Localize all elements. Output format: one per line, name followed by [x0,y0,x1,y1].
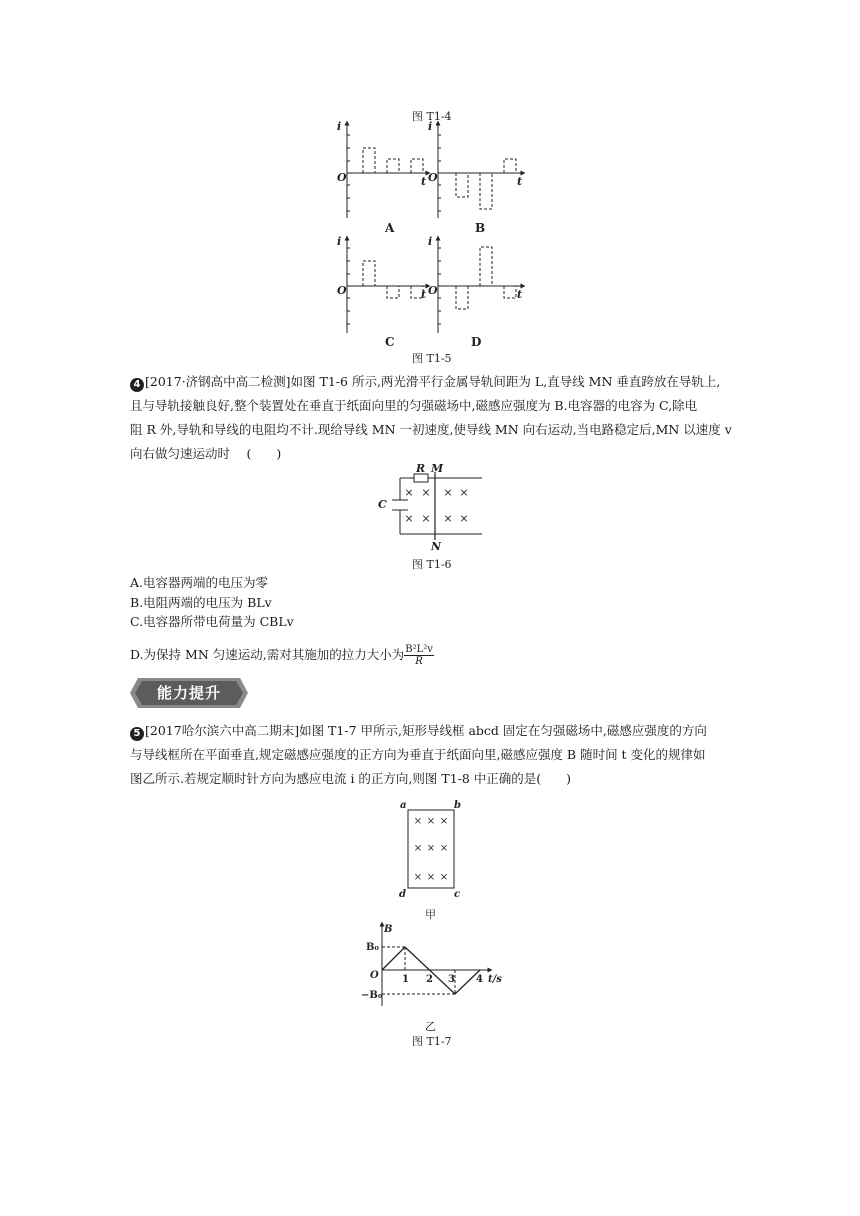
graph-a-curve [363,148,423,173]
svg-text:×: × [421,512,431,525]
question-5-number: 5 [130,727,144,741]
question-4-line2: 且与导轨接触良好,整个装置处在垂直于纸面向里的匀强磁场中,磁感应强度为 B.电容器的电容为 C,除电 [130,398,698,413]
t1-label: 1 [402,974,409,985]
section-banner-title: 能力提升 [156,684,221,702]
question-4-line1 [130,370,740,394]
svg-text:×: × [459,486,469,499]
label-n: N [431,540,442,552]
ts-label: t/s [488,974,502,985]
graph-b-i-label: i [428,120,433,133]
figure-caption-jia: 甲 [425,908,436,921]
graph-a-i-label: i [337,120,342,133]
graph-b-t-label: t [517,175,523,188]
question-4-number: 4 [130,378,144,392]
question-4-line3: 阻 R 外,导轨和导线的电阻均不计.现给导线 MN 一初速度,使导线 MN 向右运动,当电路稳定后,MN 以速度 v [130,422,732,437]
figure-t1-7-jia [396,798,466,898]
resistor-r [414,474,428,482]
question-5 [130,719,740,791]
svg-text:×: × [426,843,436,854]
graph-a-label: A [385,221,395,235]
figure-caption-t1-4: 图 T1-4 [412,110,452,123]
graph-c-t-label: t [421,288,427,301]
fraction-denominator: R [415,656,423,667]
graph-b-origin: O [428,171,438,184]
label-c: C [378,498,387,511]
t4-label: 4 [476,974,483,985]
figure-t1-5 [325,118,545,358]
svg-text:×: × [426,816,436,827]
question-4-source: [2017·济钢高中高二检测] [145,374,291,389]
svg-text:×: × [404,512,414,525]
label-m: M [431,462,444,475]
option-d-text: D.为保持 MN 匀速运动,需对其施加的拉力大小为 [130,647,405,662]
graph-c-i-label: i [337,235,342,248]
corner-c: c [454,889,461,898]
t2-label: 2 [426,974,433,985]
origin-label: O [370,970,379,981]
fraction-numerator: B²L²v [405,644,433,655]
figure-caption-t1-5: 图 T1-5 [412,352,452,365]
question-4-line4: 向右做匀速运动时 ( ) [130,446,282,461]
corner-a: a [400,800,407,811]
graph-a-t-label: t [421,175,427,188]
corner-b: b [454,800,461,811]
graph-d-origin: O [428,284,438,297]
label-r: R [416,462,426,475]
graph-d-label: D [471,335,482,349]
question-5-source: [2017哈尔滨六中高二期末] [145,723,300,738]
svg-text:×: × [404,486,414,499]
graph-d-t-label: t [517,288,523,301]
magnetic-field-crosses [404,486,468,525]
option-c: C.电容器所带电荷量为 CBLv [130,614,294,629]
question-5-line2: 与导线框所在平面垂直,规定磁感应强度的正方向为垂直于纸面向里,磁感应强度 B 随时间 t 变化的规律如 [130,747,706,762]
corner-d: d [399,889,406,898]
graph-b-label: B [475,221,486,235]
svg-text:×: × [439,843,449,854]
graph-d-i-label: i [428,235,433,248]
option-d [130,644,434,667]
figure-t1-7-yi [360,920,510,1010]
neg-b0-label: −B₀ [361,990,383,1001]
svg-text:×: × [439,816,449,827]
b-label: B [384,924,393,935]
question-5-line3: 图乙所示.若规定顺时针方向为感应电流 i 的正方向,则图 T1-8 中正确的是( ) [130,771,572,786]
svg-text:×: × [443,512,453,525]
b0-label: B₀ [366,942,379,953]
figure-caption-t1-7: 图 T1-7 [412,1035,452,1048]
question-5-text1: 如图 T1-7 甲所示,矩形导线框 abcd 固定在匀强磁场中,磁感应强度的方向 [299,723,707,738]
graph-b-curve [456,159,516,209]
svg-text:×: × [421,486,431,499]
figure-caption-yi: 乙 [425,1020,436,1033]
graph-a-origin: O [337,171,347,184]
graph-d-curve [456,247,516,309]
option-d-fraction [404,644,434,667]
graph-c-label: C [385,335,395,349]
svg-text:×: × [459,512,469,525]
svg-text:×: × [426,872,436,883]
question-4 [130,370,740,466]
section-banner [130,678,248,708]
option-a: A.电容器两端的电压为零 [130,575,269,590]
svg-text:×: × [413,843,423,854]
svg-text:×: × [413,816,423,827]
loop-field-crosses [414,816,448,883]
figure-caption-t1-6: 图 T1-6 [412,558,452,571]
figure-t1-6 [372,462,490,552]
svg-text:×: × [443,486,453,499]
svg-text:×: × [439,872,449,883]
graph-c-curve [363,261,423,298]
option-b: B.电阻两端的电压为 BLv [130,595,272,610]
svg-text:×: × [413,872,423,883]
graph-c-origin: O [337,284,347,297]
question-5-line1 [130,719,740,743]
t3-label: 3 [448,974,455,985]
question-4-text1: 如图 T1-6 所示,两光滑平行金属导轨间距为 L,直导线 MN 垂直跨放在导轨上, [290,374,721,389]
